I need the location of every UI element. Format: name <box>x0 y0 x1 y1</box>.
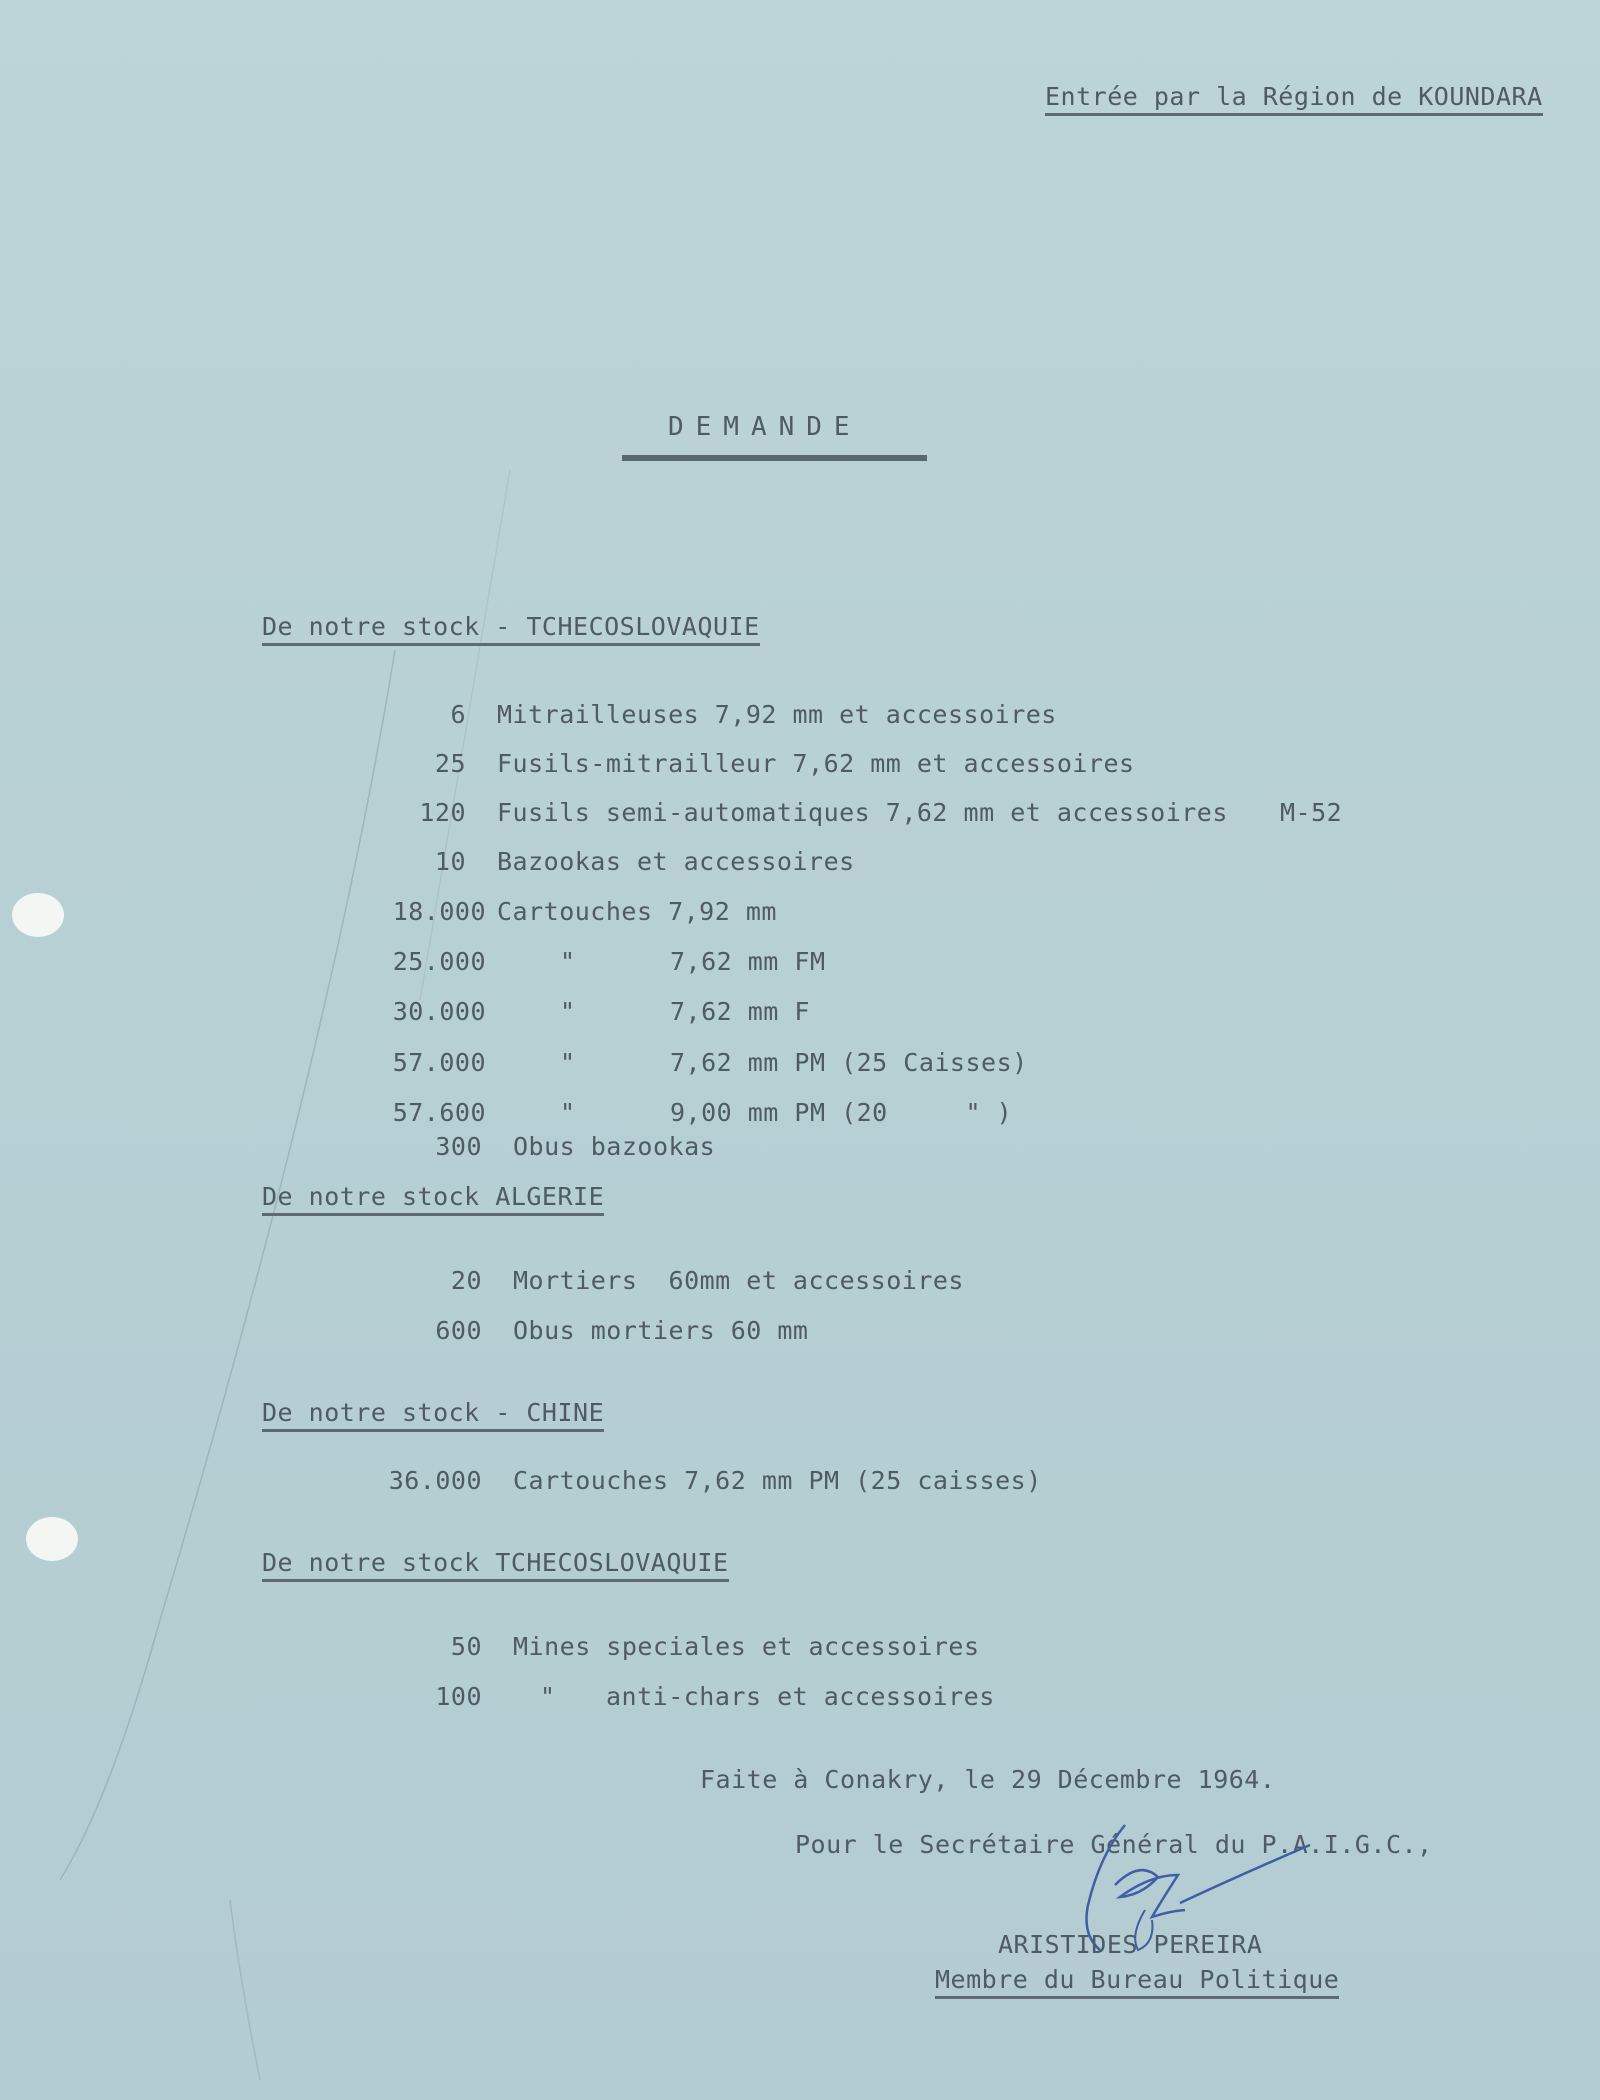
item-desc: Obus mortiers 60 mm <box>513 1316 809 1345</box>
item-qty: 6 <box>450 700 466 729</box>
section-heading: De notre stock - CHINE <box>262 1398 604 1432</box>
ditto-mark: " <box>540 1682 556 1711</box>
item-qty: 25.000 <box>392 947 486 976</box>
item-qty: 300 <box>435 1132 482 1161</box>
punch-hole-bottom <box>26 1517 78 1561</box>
item-desc: Fusils semi-automatiques 7,62 mm et accessoires <box>497 798 1228 827</box>
item-desc: Obus bazookas <box>513 1132 716 1161</box>
place-date: Faite à Conakry, le 29 Décembre 1964. <box>700 1765 1276 1794</box>
signer-role: Membre du Bureau Politique <box>935 1965 1339 1999</box>
item-qty: 600 <box>435 1316 482 1345</box>
title-underline <box>622 455 927 461</box>
item-qty: 30.000 <box>392 997 486 1026</box>
signer-name: ARISTIDES PEREIRA <box>998 1930 1263 1959</box>
section-heading: De notre stock TCHECOSLOVAQUIE <box>262 1548 729 1582</box>
item-desc: 7,62 mm FM <box>670 947 826 976</box>
item-desc: Mortiers 60mm et accessoires <box>513 1266 964 1295</box>
punch-hole-top <box>12 893 64 937</box>
item-desc: 7,62 mm F <box>670 997 810 1026</box>
ditto-mark: " <box>560 1048 576 1077</box>
document-title: DEMANDE <box>668 412 862 442</box>
ditto-mark: " <box>560 997 576 1026</box>
item-desc: Mines speciales et accessoires <box>513 1632 980 1661</box>
item-qty: 120 <box>419 798 466 827</box>
item-desc: Fusils-mitrailleur 7,62 mm et accessoires <box>497 749 1135 778</box>
item-desc: anti-chars et accessoires <box>606 1682 995 1711</box>
item-qty: 57.000 <box>392 1048 486 1077</box>
header-entry-note: Entrée par la Région de KOUNDARA <box>1045 82 1543 116</box>
item-desc: Mitrailleuses 7,92 mm et accessoires <box>497 700 1057 729</box>
item-desc: Cartouches 7,62 mm PM (25 caisses) <box>513 1466 1042 1495</box>
item-desc: Cartouches 7,92 mm <box>497 897 777 926</box>
item-desc: 9,00 mm PM (20 " ) <box>670 1098 1013 1127</box>
ditto-mark: " <box>560 947 576 976</box>
section-heading: De notre stock ALGERIE <box>262 1182 604 1216</box>
ditto-mark: " <box>560 1098 576 1127</box>
item-model: M-52 <box>1280 798 1343 827</box>
item-desc: 7,62 mm PM (25 Caisses) <box>670 1048 1028 1077</box>
item-qty: 100 <box>435 1682 482 1711</box>
item-qty: 36.000 <box>388 1466 482 1495</box>
item-qty: 20 <box>450 1266 482 1295</box>
item-qty: 10 <box>434 847 466 876</box>
on-behalf-line: Pour le Secrétaire Général du P.A.I.G.C., <box>795 1830 1433 1859</box>
item-qty: 25 <box>434 749 466 778</box>
item-qty: 18.000 <box>392 897 486 926</box>
item-desc: Bazookas et accessoires <box>497 847 855 876</box>
section-heading: De notre stock - TCHECOSLOVAQUIE <box>262 612 760 646</box>
item-qty: 50 <box>450 1632 482 1661</box>
item-qty: 57.600 <box>392 1098 486 1127</box>
